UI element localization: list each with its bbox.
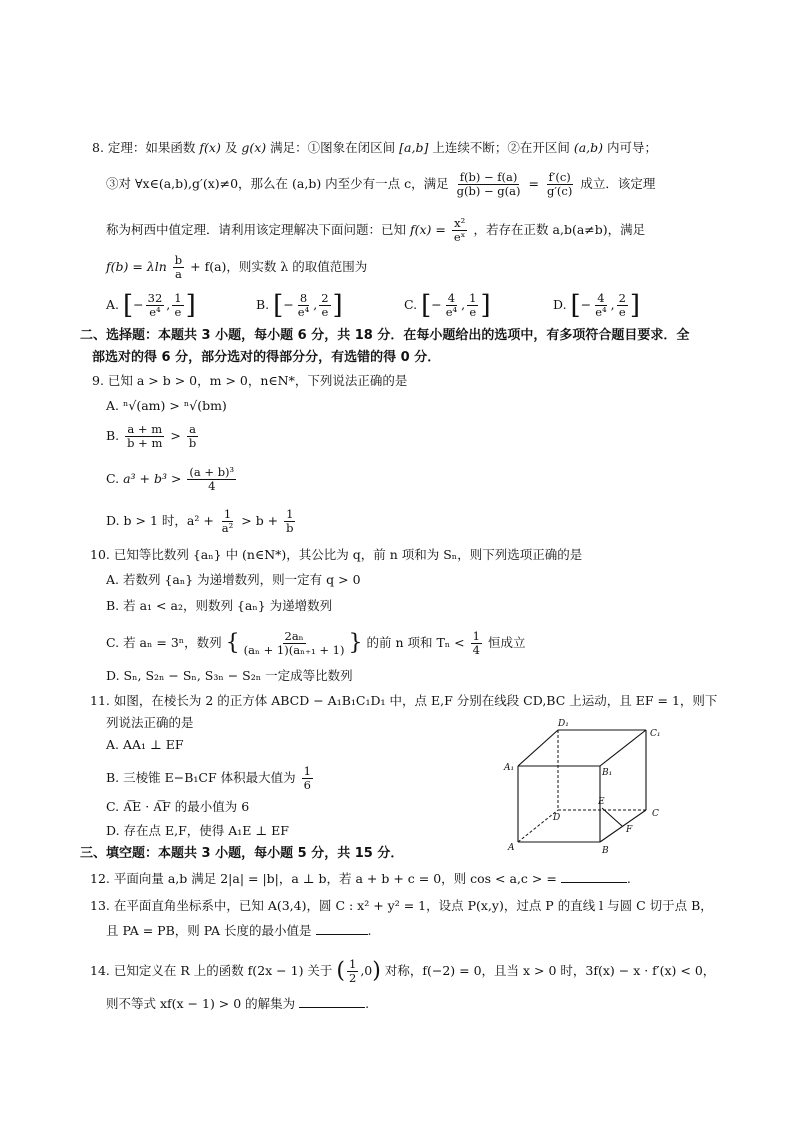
q11-option-b: B. 三棱锥 E−B₁CF 体积最大值为 $\frac{1}{6}$ [106, 764, 311, 792]
q14-line2: 则不等式 xf(x − 1) > 0 的解集为 . [106, 996, 370, 1011]
label-D1: D₁ [558, 719, 569, 729]
q13-line1: 13. 在平面直角坐标系中，已知 A(3,4)，圆 C : x² + y² = 1，设点 P(x,y)，过点 P 的直线 l 与圆 C 切于点 B， [90, 898, 713, 913]
section3-heading: 三、填空题：本题共 3 小题，每小题 5 分，共 15 分． [80, 846, 404, 861]
q9-option-d: D. b > 1 时，a² + $\frac{1}{\text{a²}}$ > b + $\frac{1}{b}$ [106, 507, 294, 535]
label-A1: A₁ [504, 763, 515, 773]
q12-answer-blank[interactable] [561, 870, 627, 883]
q11-option-d: D. 存在点 E,F，使得 A₁E ⊥ EF [106, 823, 289, 838]
q11-stem-cont: 列说法正确的是 [106, 715, 194, 730]
q9-stem: 9. 已知 a > b > 0，m > 0，n∈N*，下列说法正确的是 [92, 373, 408, 388]
section2-heading: 二、选择题：本题共 3 小题，每小题 6 分，共 18 分．在每小题给出的选项中，有多项符合题目要求．全 [80, 328, 690, 343]
label-C1: C₁ [650, 729, 661, 739]
q11-option-c: C. A͞E · A͞F 的最小值为 6 [106, 799, 250, 814]
cube-figure [498, 712, 678, 854]
q11-stem: 11. 如图，在棱长为 2 的正方体 ABCD − A₁B₁C₁D₁ 中，点 E,F 分别在线段 CD,BC 上运动，且 EF = 1，则下 [90, 693, 718, 708]
q9-option-a: A. ⁿ√(am) > ⁿ√(bm) [106, 398, 227, 413]
label-B1: B₁ [602, 768, 613, 778]
cauchy-fraction-left: $\frac{f(b) - f(a)}{g(b) - g(a)}$ [456, 170, 521, 198]
f-definition-fraction: $\frac{\text{x²}}{\text{eˣ}}$ [453, 216, 466, 244]
q14-answer-blank[interactable] [299, 995, 365, 1008]
q9-option-b: B. $\frac{a + m}{b + m}$ > $\frac{a}{b}$ [106, 422, 197, 450]
q8-line3: 称为柯西中值定理．请利用该定理解决下面问题：已知 f(x) = $\frac{\text{x²}}{\text{eˣ}}$ ，若存在正数 a,b(a≠b)，满足 [106, 216, 646, 244]
q9-option-c: C. a³ + b³ > $\frac{\text{(a + b)³}}{4}$ [106, 465, 235, 493]
cauchy-fraction-right: $\frac{f'(c)}{g'(c)}$ [546, 170, 573, 198]
label-A: A [508, 843, 515, 853]
label-E: E [598, 797, 605, 807]
q8-option-b: B. [− $\frac{8}{\text{e⁴}}$ , $\frac{2}{e}$ ] [256, 290, 343, 321]
q8-line2: ③对 ∀x∈(a,b),g′(x)≠0，那么在 (a,b) 内至少有一点 c，满足 $\frac{f(b) - f(a)}{g(b) - g(a)}$ = $\frac{f'(c)}{g'(c)}$ 成立．该定理 [106, 170, 656, 198]
q14-line1: 14. 已知定义在 R 上的函数 f(2x − 1) 关于 ( $\frac{1}{2}$ ,0) 对称，f(−2) = 0，且当 x > 0 时，3f(x) − x · f′(x) < 0， [90, 957, 716, 985]
q8-line1: 8. 定理：如果函数 f(x) 及 g(x) 满足：①图象在闭区间 [a,b] 上连续不断；②在开区间 (a,b) 内可导； [92, 140, 657, 155]
q8-line4: f(b) = λln $\frac{b}{a}$ + f(a)，则实数 λ 的取值范围为 [106, 253, 368, 281]
label-B: B [602, 846, 609, 854]
q8-option-a: A. [− $\frac{32}{\text{e⁴}}$ , $\frac{1}{e}$ ] [106, 290, 196, 321]
q10-option-a: A. 若数列 {aₙ} 为递增数列，则一定有 q > 0 [106, 572, 361, 587]
q8-option-d: D. [− $\frac{4}{\text{e⁴}}$ , $\frac{2}{e}$ ] [553, 290, 641, 321]
q8-option-c: C. [− $\frac{4}{\text{e⁴}}$ , $\frac{1}{e}$ ] [404, 290, 491, 321]
q11-option-a: A. AA₁ ⊥ EF [106, 737, 184, 752]
label-D: D [553, 813, 561, 823]
q10-option-c: C. 若 aₙ = 3ⁿ，数列 { $\frac{\text{2aₙ}}{\text{(aₙ + 1)(aₙ₊₁ + 1)}}$ } 的前 n 项和 Tₙ < $\frac{1}{4}$ 恒成立 [106, 629, 526, 657]
q10-option-d: D. Sₙ, S₂ₙ − Sₙ, S₃ₙ − S₂ₙ 一定成等比数列 [106, 668, 353, 683]
q13-line2: 且 PA = PB，则 PA 长度的最小值是 . [106, 923, 372, 938]
q8-number: 8. [92, 140, 104, 155]
q12: 12. 平面向量 a,b 满足 2|a| = |b|，a ⊥ b，若 a + b + c = 0，则 cos < a,c > = . [90, 871, 631, 886]
q13-answer-blank[interactable] [316, 922, 368, 935]
section2-heading-cont: 部选对的得 6 分，部分选对的得部分分，有选错的得 0 分． [92, 350, 441, 365]
q10-stem: 10. 已知等比数列 {aₙ} 中 (n∈N*)，其公比为 q，前 n 项和为 Sₙ，则下列选项正确的是 [90, 547, 583, 562]
ln-fraction: $\frac{b}{a}$ [174, 253, 183, 281]
label-C: C [652, 809, 659, 819]
q10-option-b: B. 若 a₁ < a₂，则数列 {aₙ} 为递增数列 [106, 598, 333, 613]
label-F: F [626, 825, 633, 835]
